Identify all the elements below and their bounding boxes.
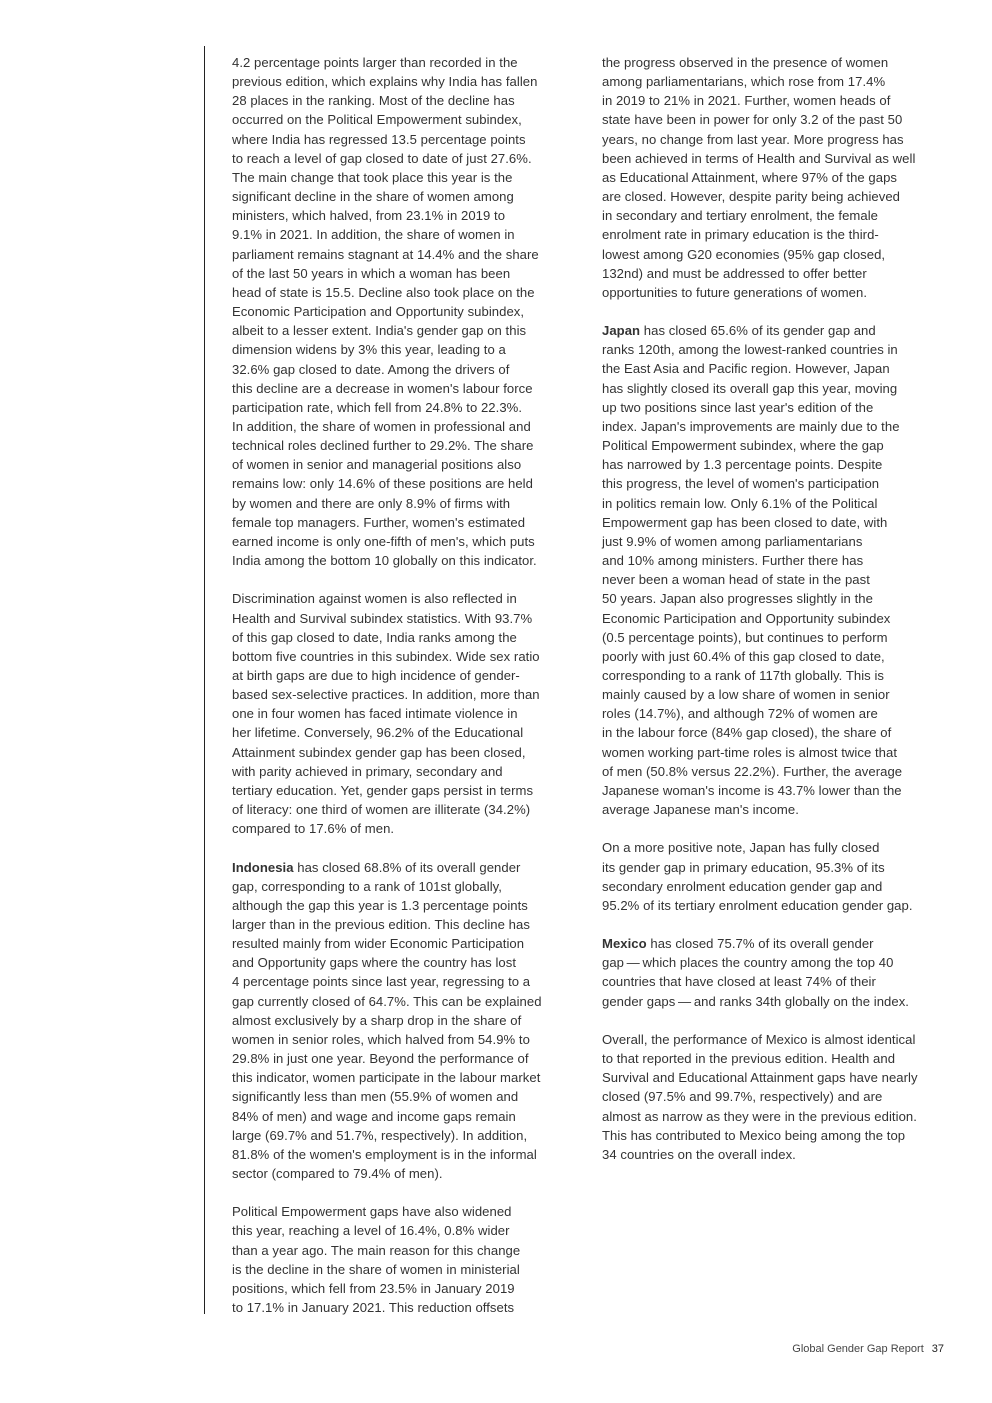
line-text: where India has regressed 13.5 percentage points (232, 131, 526, 147)
line-text: to that reported in the previous edition. Health and (602, 1051, 896, 1067)
line-text: lowest among G20 economies (95% gap closed, (602, 246, 886, 262)
text-line (602, 953, 952, 972)
line-text: opportunities to future generations of women. (602, 284, 868, 300)
text-line (602, 340, 952, 359)
text-line (602, 436, 952, 455)
line-text: 50 years. Japan also progresses slightly in the (602, 591, 873, 607)
text-line (602, 245, 952, 264)
line-text: 132nd) and must be addressed to offer better (602, 265, 867, 281)
line-text: female top managers. Further, women's estimated (232, 514, 526, 530)
paragraph (602, 321, 952, 819)
paragraph (232, 589, 582, 838)
text-line (602, 858, 952, 877)
text-line (232, 513, 582, 532)
line-text: of men (50.8% versus 22.2%). Further, the average (602, 763, 903, 779)
text-line (232, 934, 582, 953)
line-text: Economic Participation and Opportunity subindex (602, 610, 891, 626)
line-text: On a more positive note, Japan has fully closed (602, 840, 880, 856)
text-line (232, 1164, 582, 1183)
line-text: 81.8% of the women's employment is in the informal (232, 1146, 537, 1162)
line-text: of literacy: one third of women are illiterate (34.2%) (232, 802, 531, 818)
text-line (602, 321, 952, 340)
line-text: 4.2 percentage points larger than recorded in the (232, 55, 518, 70)
text-line (232, 896, 582, 915)
paragraph (602, 838, 952, 915)
line-text: sector (compared to 79.4% of men). (232, 1166, 443, 1182)
text-line (232, 455, 582, 474)
text-line (602, 283, 952, 302)
line-text: albeit to a lesser extent. India's gender gap on this (232, 323, 527, 339)
text-line (232, 1279, 582, 1298)
line-text: ranks 120th, among the lowest-ranked countries in (602, 342, 898, 358)
text-line (232, 532, 582, 551)
text-line (602, 187, 952, 206)
line-text: of the last 50 years in which a woman has been (232, 265, 511, 281)
line-text: enrolment rate in primary education is the third- (602, 227, 879, 243)
text-line (602, 225, 952, 244)
text-line (232, 685, 582, 704)
right-text-column (602, 53, 952, 1164)
text-line (232, 1011, 582, 1030)
text-line (232, 819, 582, 838)
text-line (232, 953, 582, 972)
text-line (232, 647, 582, 666)
line-text: 28 places in the ranking. Most of the decline has (232, 93, 515, 109)
text-line (232, 53, 582, 72)
line-text: Overall, the performance of Mexico is almost identical (602, 1031, 916, 1047)
text-line (232, 666, 582, 685)
paragraph-spacer (602, 819, 952, 838)
line-text: gap, corresponding to a rank of 101st globally, (232, 878, 502, 894)
text-line (602, 474, 952, 493)
text-line (232, 72, 582, 91)
line-text: resulted mainly from wider Economic Participation (232, 936, 525, 952)
text-line (232, 436, 582, 455)
line-text: based sex-selective practices. In addition, more than (232, 687, 540, 703)
line-text: with parity achieved in primary, secondary and (232, 763, 503, 779)
line-text: 95.2% of its tertiary enrolment education gender gap. (602, 897, 913, 913)
text-line (602, 379, 952, 398)
text-line (232, 1241, 582, 1260)
line-text: mainly caused by a low share of women in senior (602, 687, 890, 703)
text-line (232, 398, 582, 417)
line-text: and 10% among ministers. Further there has (602, 553, 864, 569)
text-line (602, 513, 952, 532)
line-text: parliament remains stagnant at 14.4% and the share (232, 246, 539, 262)
paragraph-spacer (602, 302, 952, 321)
line-text: dimension widens by 3% this year, leading to a (232, 342, 506, 358)
paragraph (232, 53, 582, 570)
line-text: has narrowed by 1.3 percentage points. Despite (602, 457, 883, 473)
text-line (232, 417, 582, 436)
line-text: In addition, the share of women in professional and (232, 418, 531, 434)
paragraph (602, 934, 952, 1011)
text-line (232, 762, 582, 781)
line-text: head of state is 15.5. Decline also took place on the (232, 284, 535, 300)
line-text: positions, which fell from 23.5% in January 2019 (232, 1280, 515, 1296)
text-line (232, 743, 582, 762)
text-line (232, 915, 582, 934)
text-line (232, 168, 582, 187)
column-divider-rule (204, 46, 205, 1314)
line-text: in politics remain low. Only 6.1% of the Political (602, 495, 878, 511)
text-line (232, 474, 582, 493)
text-line (602, 398, 952, 417)
text-line (232, 877, 582, 896)
text-line (232, 110, 582, 129)
line-text: larger than in the previous edition. This decline has (232, 917, 530, 932)
line-text: ministers, which halved, from 23.1% in 2019 to (232, 208, 506, 224)
line-text: been achieved in terms of Health and Survival as well (602, 150, 916, 166)
line-text: Survival and Educational Attainment gaps have nearly (602, 1070, 918, 1086)
line-text: its gender gap in primary education, 95.3% of its (602, 859, 885, 875)
line-text: has closed 75.7% of its overall gender (646, 936, 874, 952)
line-text: Empowerment gap has been closed to date, with (602, 514, 888, 530)
text-line (232, 321, 582, 340)
country-heading: Indonesia (232, 859, 294, 875)
text-line (602, 72, 952, 91)
text-line (232, 800, 582, 819)
line-text: Attainment subindex gender gap has been closed, (232, 744, 526, 760)
text-line (232, 1087, 582, 1106)
line-text: than a year ago. The main reason for this change (232, 1242, 521, 1258)
line-text: countries that have closed at least 74% of their (602, 974, 876, 990)
line-text: is the decline in the share of women in ministerial (232, 1261, 520, 1277)
line-text: this progress, the level of women's participation (602, 476, 880, 492)
line-text: has slightly closed its overall gap this year, moving (602, 380, 898, 396)
line-text: of women in senior and managerial positions also (232, 457, 522, 473)
text-line (232, 206, 582, 225)
text-line (232, 609, 582, 628)
line-text: roles (14.7%), and although 72% of women are (602, 706, 878, 722)
line-text: earned income is only one-fifth of men's, which puts (232, 533, 535, 549)
line-text: almost as narrow as they were in the previous edition. (602, 1108, 917, 1124)
line-text: corresponding to a rank of 117th globally. This is (602, 667, 884, 683)
text-line (232, 283, 582, 302)
line-text: bottom five countries in this subindex. Wide sex ratio (232, 648, 540, 664)
line-text: women in senior roles, which halved from 54.9% to (232, 1031, 530, 1047)
line-text: state have been in power for only 3.2 of the past 50 (602, 112, 903, 128)
text-line (602, 570, 952, 589)
text-line (232, 149, 582, 168)
paragraph-spacer (232, 838, 582, 857)
line-text: years, no change from last year. More progress has (602, 131, 904, 147)
text-line (232, 360, 582, 379)
line-text: of this gap closed to date, India ranks among the (232, 629, 517, 645)
line-text: significantly less than men (55.9% of women and (232, 1089, 519, 1105)
text-line (232, 302, 582, 321)
text-line (232, 340, 582, 359)
line-text: (0.5 percentage points), but continues to perform (602, 629, 888, 645)
text-line (602, 168, 952, 187)
line-text: one in four women has faced intimate violence in (232, 706, 518, 722)
text-line (602, 934, 952, 953)
line-text: almost exclusively by a sharp drop in the share of (232, 1012, 522, 1028)
line-text: Political Empowerment subindex, where the gap (602, 438, 884, 454)
text-line (602, 359, 952, 378)
paragraph (232, 858, 582, 1184)
line-text: Political Empowerment gaps have also widened (232, 1204, 512, 1220)
text-line (602, 130, 952, 149)
line-text: gap currently closed of 64.7%. This can be explained (232, 993, 542, 1009)
line-text: previous edition, which explains why India has fallen (232, 74, 538, 90)
line-text: large (69.7% and 51.7%, respectively). In addition, (232, 1127, 528, 1143)
line-text: never been a woman head of state in the past (602, 572, 870, 588)
paragraph-spacer (602, 915, 952, 934)
line-text: has closed 68.8% of its overall gender (293, 859, 521, 875)
line-text: to 17.1% in January 2021. This reduction offsets (232, 1300, 515, 1316)
line-text: has closed 65.6% of its gender gap and (640, 323, 876, 339)
line-text: gap — which places the country among the top 40 (602, 955, 894, 971)
text-line (602, 609, 952, 628)
text-line (232, 225, 582, 244)
line-text: are closed. However, despite parity being achieved (602, 189, 901, 205)
text-line (232, 628, 582, 647)
text-line (602, 628, 952, 647)
line-text: just 9.9% of women among parliamentarians (602, 533, 863, 549)
line-text: this indicator, women participate in the labour market (232, 1070, 541, 1086)
paragraph (602, 1030, 952, 1164)
line-text: tertiary education. Yet, gender gaps persist in terms (232, 782, 534, 798)
line-text: The main change that took place this year is the (232, 169, 513, 185)
text-line (602, 149, 952, 168)
paragraph-spacer (232, 1183, 582, 1202)
line-text: in secondary and tertiary enrolment, the female (602, 208, 879, 224)
line-text: Japanese woman's income is 43.7% lower than the (602, 782, 902, 798)
text-line (232, 1202, 582, 1221)
line-text: This has contributed to Mexico being among the top (602, 1127, 906, 1143)
text-line (232, 1298, 582, 1317)
text-line (232, 551, 582, 570)
line-text: the East Asia and Pacific region. However, Japan (602, 361, 890, 377)
line-text: this year, reaching a level of 16.4%, 0.8% wider (232, 1223, 510, 1239)
line-text: participation rate, which fell from 24.8% to 22.3%. (232, 399, 523, 415)
line-text: technical roles declined further to 29.2%. The share (232, 438, 534, 454)
text-line (602, 723, 952, 742)
text-line (232, 1107, 582, 1126)
footer-page-number: 37 (931, 1343, 944, 1355)
text-line (602, 685, 952, 704)
text-line (602, 110, 952, 129)
line-text: to reach a level of gap closed to date of just 27.6%. (232, 150, 532, 166)
line-text: 32.6% gap closed to date. Among the drivers of (232, 361, 510, 377)
text-line (232, 91, 582, 110)
text-line (602, 800, 952, 819)
text-line (232, 723, 582, 742)
text-line (232, 858, 582, 877)
text-line (602, 264, 952, 283)
line-text: Economic Participation and Opportunity subindex, (232, 304, 525, 320)
text-line (602, 743, 952, 762)
line-text: Discrimination against women is also reflected in (232, 591, 517, 607)
text-line (602, 1087, 952, 1106)
line-text: this decline are a decrease in women's labour force (232, 380, 533, 396)
text-line (602, 417, 952, 436)
line-text: the progress observed in the presence of women (602, 55, 889, 70)
text-line (602, 551, 952, 570)
text-line (602, 1049, 952, 1068)
text-line (602, 494, 952, 513)
line-text: 84% of men) and wage and income gaps remain (232, 1108, 516, 1124)
line-text: 29.8% in just one year. Beyond the performance of (232, 1051, 529, 1067)
text-line (602, 896, 952, 915)
paragraph-spacer (232, 570, 582, 589)
text-line (232, 187, 582, 206)
line-text: occurred on the Political Empowerment subindex, (232, 112, 522, 128)
page-footer (792, 1343, 944, 1355)
text-line (232, 781, 582, 800)
line-text: compared to 17.6% of men. (232, 821, 395, 837)
line-text: average Japanese man's income. (602, 802, 799, 818)
text-line (602, 666, 952, 685)
text-line (602, 838, 952, 857)
line-text: poorly with just 60.4% of this gap closed to date, (602, 648, 885, 664)
text-line (602, 781, 952, 800)
text-line (602, 877, 952, 896)
text-line (232, 972, 582, 991)
text-line (232, 992, 582, 1011)
line-text: among parliamentarians, which rose from 17.4% (602, 74, 886, 90)
text-line (232, 1145, 582, 1164)
footer-report-title: Global Gender Gap Report (792, 1343, 924, 1355)
line-text: in the labour force (84% gap closed), the share of (602, 725, 892, 741)
line-text: at birth gaps are due to high incidence of gender- (232, 667, 520, 683)
line-text: in 2019 to 21% in 2021. Further, women heads of (602, 93, 891, 109)
text-line (602, 992, 952, 1011)
line-text: and Opportunity gaps where the country has lost (232, 955, 517, 971)
country-heading: Mexico (602, 936, 647, 952)
line-text: India among the bottom 10 globally on this indicator. (232, 553, 537, 569)
line-text: although the gap this year is 1.3 percentage points (232, 897, 528, 913)
line-text: 34 countries on the overall index. (602, 1146, 796, 1162)
line-text: closed (97.5% and 99.7%, respectively) and are (602, 1089, 883, 1105)
text-line (602, 762, 952, 781)
text-line (232, 379, 582, 398)
line-text: index. Japan's improvements are mainly due to the (602, 418, 900, 434)
text-line (602, 206, 952, 225)
text-line (602, 1145, 952, 1164)
text-line (232, 1221, 582, 1240)
line-text: significant decline in the share of women among (232, 189, 514, 205)
text-line (232, 589, 582, 608)
text-line (232, 1126, 582, 1145)
text-line (602, 1068, 952, 1087)
text-line (232, 130, 582, 149)
paragraph (602, 53, 952, 302)
line-text: as Educational Attainment, where 97% of the gaps (602, 169, 898, 185)
text-line (602, 1107, 952, 1126)
text-line (602, 647, 952, 666)
line-text: remains low: only 14.6% of these positions are held (232, 476, 533, 492)
text-line (602, 972, 952, 991)
text-line (602, 704, 952, 723)
line-text: Health and Survival subindex statistics. With 93.7% (232, 610, 533, 626)
line-text: gender gaps — and ranks 34th globally on the index. (602, 993, 909, 1009)
paragraph-spacer (602, 1011, 952, 1030)
line-text: women working part-time roles is almost twice that (602, 744, 898, 760)
text-line (232, 1030, 582, 1049)
left-text-column (232, 53, 582, 1317)
paragraph (232, 1202, 582, 1317)
text-line (232, 245, 582, 264)
line-text: up two positions since last year's edition of the (602, 399, 874, 415)
text-line (602, 53, 952, 72)
text-line (232, 1260, 582, 1279)
line-text: her lifetime. Conversely, 96.2% of the Educational (232, 725, 524, 741)
text-line (602, 455, 952, 474)
text-line (232, 1049, 582, 1068)
text-line (602, 91, 952, 110)
text-line (232, 704, 582, 723)
text-line (602, 1126, 952, 1145)
line-text: secondary enrolment education gender gap and (602, 878, 883, 894)
text-line (602, 1030, 952, 1049)
text-line (232, 264, 582, 283)
country-heading: Japan (602, 323, 641, 339)
text-line (232, 1068, 582, 1087)
line-text: by women and there are only 8.9% of firms with (232, 495, 511, 511)
text-line (602, 532, 952, 551)
line-text: 4 percentage points since last year, regressing to a (232, 974, 531, 990)
line-text: 9.1% in 2021. In addition, the share of women in (232, 227, 515, 243)
text-line (232, 494, 582, 513)
text-line (602, 589, 952, 608)
